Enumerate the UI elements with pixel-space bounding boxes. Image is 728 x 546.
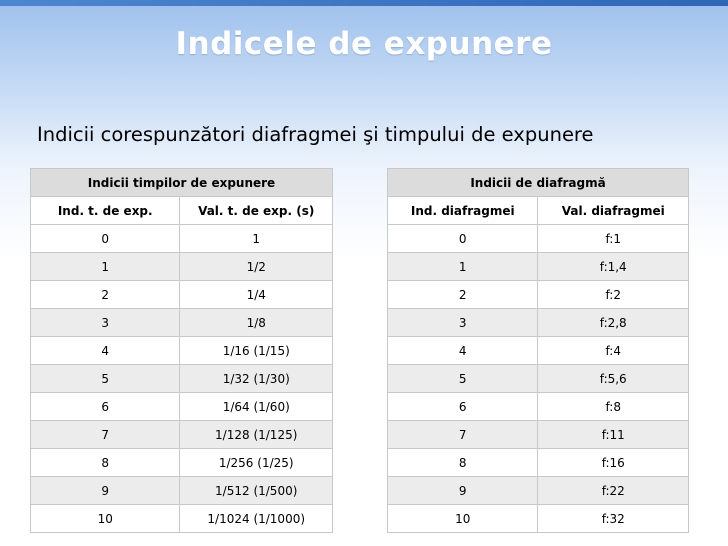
table-cell: 7: [31, 421, 180, 449]
table-cell: 3: [31, 309, 180, 337]
exposure-time-row: [31, 225, 333, 253]
aperture-row: [388, 365, 689, 393]
slide-top-bar: [0, 0, 728, 6]
exposure-time-row: [31, 421, 333, 449]
table-cell: f:5,6: [538, 365, 689, 393]
table-cell: 1: [180, 225, 333, 253]
table-cell: 1/8: [180, 309, 333, 337]
exposure-time-row: [31, 281, 333, 309]
aperture-row: [388, 477, 689, 505]
table-cell: 0: [388, 225, 538, 253]
aperture-row: [388, 421, 689, 449]
table-cell: 9: [31, 477, 180, 505]
aperture-row: [388, 337, 689, 365]
aperture-row: [388, 393, 689, 421]
table-cell: 9: [388, 477, 538, 505]
table-cell: 4: [388, 337, 538, 365]
table-cell: 1/1024 (1/1000): [180, 505, 333, 533]
table-cell: f:32: [538, 505, 689, 533]
table-cell: 1/2: [180, 253, 333, 281]
table-cell: 2: [388, 281, 538, 309]
aperture-table: [387, 168, 689, 533]
table-cell: f:1,4: [538, 253, 689, 281]
exposure-time-row: [31, 365, 333, 393]
table-cell: 5: [31, 365, 180, 393]
table-cell: 7: [388, 421, 538, 449]
exposure-time-row: [31, 477, 333, 505]
table-cell: f:2: [538, 281, 689, 309]
table-cell: 0: [31, 225, 180, 253]
table-cell: 1/128 (1/125): [180, 421, 333, 449]
table-cell: f:2,8: [538, 309, 689, 337]
table-cell: 1/32 (1/30): [180, 365, 333, 393]
aperture-row: [388, 309, 689, 337]
table-cell: f:11: [538, 421, 689, 449]
exposure-time-row: [31, 449, 333, 477]
table-cell: f:16: [538, 449, 689, 477]
table-cell: f:1: [538, 225, 689, 253]
column-header: Val. diafragmei: [538, 197, 689, 225]
table-cell: 6: [388, 393, 538, 421]
table-cell: f:4: [538, 337, 689, 365]
table-cell: 1: [388, 253, 538, 281]
table-cell: 1/64 (1/60): [180, 393, 333, 421]
slide-subtitle: Indicii corespunzători diafragmei şi timpului de expunere: [37, 123, 594, 146]
exposure-time-row: [31, 505, 333, 533]
table-cell: f:8: [538, 393, 689, 421]
aperture-row: [388, 449, 689, 477]
table-cell: 4: [31, 337, 180, 365]
table-cell: 1/4: [180, 281, 333, 309]
table-cell: 10: [388, 505, 538, 533]
exposure-time-row: [31, 253, 333, 281]
exposure-time-table: [30, 168, 333, 533]
table-cell: 6: [31, 393, 180, 421]
aperture-row: [388, 505, 689, 533]
slide-title: Indicele de expunere: [175, 26, 553, 62]
column-header: Ind. t. de exp.: [31, 197, 180, 225]
aperture-row: [388, 253, 689, 281]
column-header: Val. t. de exp. (s): [180, 197, 333, 225]
exposure-time-row: [31, 393, 333, 421]
exposure-time-table-title: Indicii timpilor de expunere: [31, 169, 333, 197]
table-cell: 8: [388, 449, 538, 477]
table-cell: 1/512 (1/500): [180, 477, 333, 505]
table-cell: 5: [388, 365, 538, 393]
aperture-row: [388, 225, 689, 253]
table-cell: 1/16 (1/15): [180, 337, 333, 365]
table-cell: 10: [31, 505, 180, 533]
table-cell: 3: [388, 309, 538, 337]
table-cell: f:22: [538, 477, 689, 505]
exposure-time-row: [31, 309, 333, 337]
column-header: Ind. diafragmei: [388, 197, 538, 225]
table-cell: 8: [31, 449, 180, 477]
aperture-row: [388, 281, 689, 309]
table-cell: 1: [31, 253, 180, 281]
exposure-time-row: [31, 337, 333, 365]
table-cell: 2: [31, 281, 180, 309]
aperture-table-title: Indicii de diafragmă: [388, 169, 689, 197]
table-cell: 1/256 (1/25): [180, 449, 333, 477]
